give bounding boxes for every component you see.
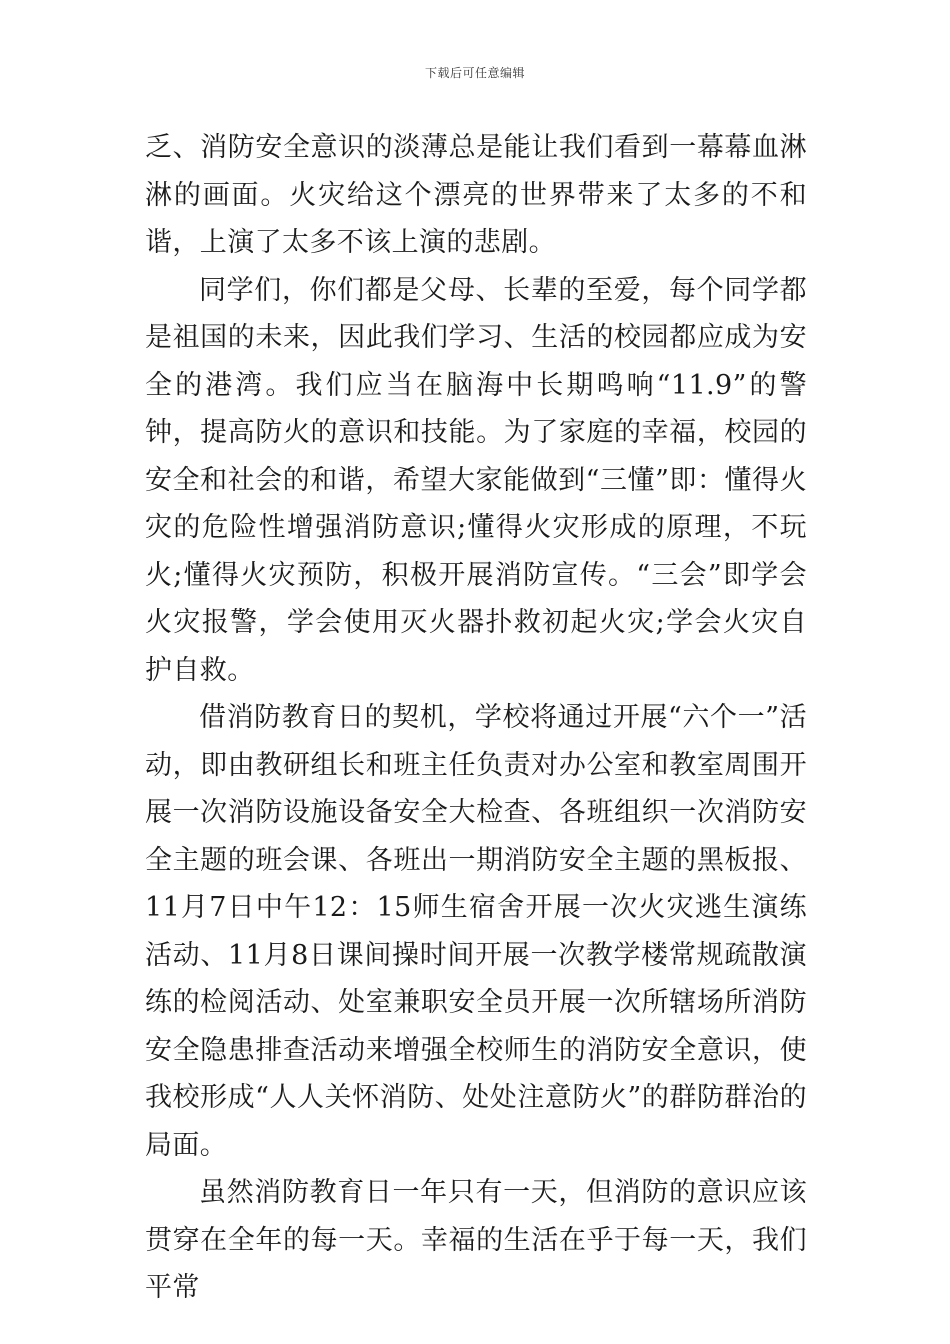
- paragraph-continuation: 乏、消防安全意识的淡薄总是能让我们看到一幕幕血淋淋的画面。火灾给这个漂亮的世界带来了太多的不和谐，上演了太多不该上演的悲剧。: [145, 132, 807, 258]
- paragraph-every-day: 虽然消防教育日一年只有一天，但消防的意识应该贯穿在全年的每一天。幸福的生活在乎于每一天，我们平常: [145, 1177, 807, 1303]
- document-body: [145, 124, 807, 1312]
- paragraph-students: 同学们，你们都是父母、长辈的至爱，每个同学都是祖国的未来，因此我们学习、生活的校园都应成为安全的港湾。我们应当在脑海中长期鸣响“11.9”的警钟，提高防火的意识和技能。为了家庭的幸福，校园的安全和社会的和谐，希望大家能做到“三懂”即：懂得火灾的危险性增强消防意识;懂得火灾形成的原理，不玩火;懂得火灾预防，积极开展消防宣传。“三会”即学会火灾报警，学会使用灭火器扑救初起火灾;学会火灾自护自救。: [145, 274, 807, 686]
- header-note: 下载后可任意编辑: [424, 66, 525, 80]
- paragraph-activities: 借消防教育日的契机，学校将通过开展“六个一”活动，即由教研组长和班主任负责对办公室和教室周围开展一次消防设施设备安全大检查、各班组织一次消防安全主题的班会课、各班出一期消防安全主题的黑板报、11月7日中午12：15师生宿舍开展一次火灾逃生演练活动、11月8日课间操时间开展一次教学楼常规疏散演练的检阅活动、处室兼职安全员开展一次所辖场所消防安全隐患排查活动来增强全校师生的消防安全意识，使我校形成“人人关怀消防、处处注意防火”的群防群治的局面。: [145, 702, 807, 1161]
